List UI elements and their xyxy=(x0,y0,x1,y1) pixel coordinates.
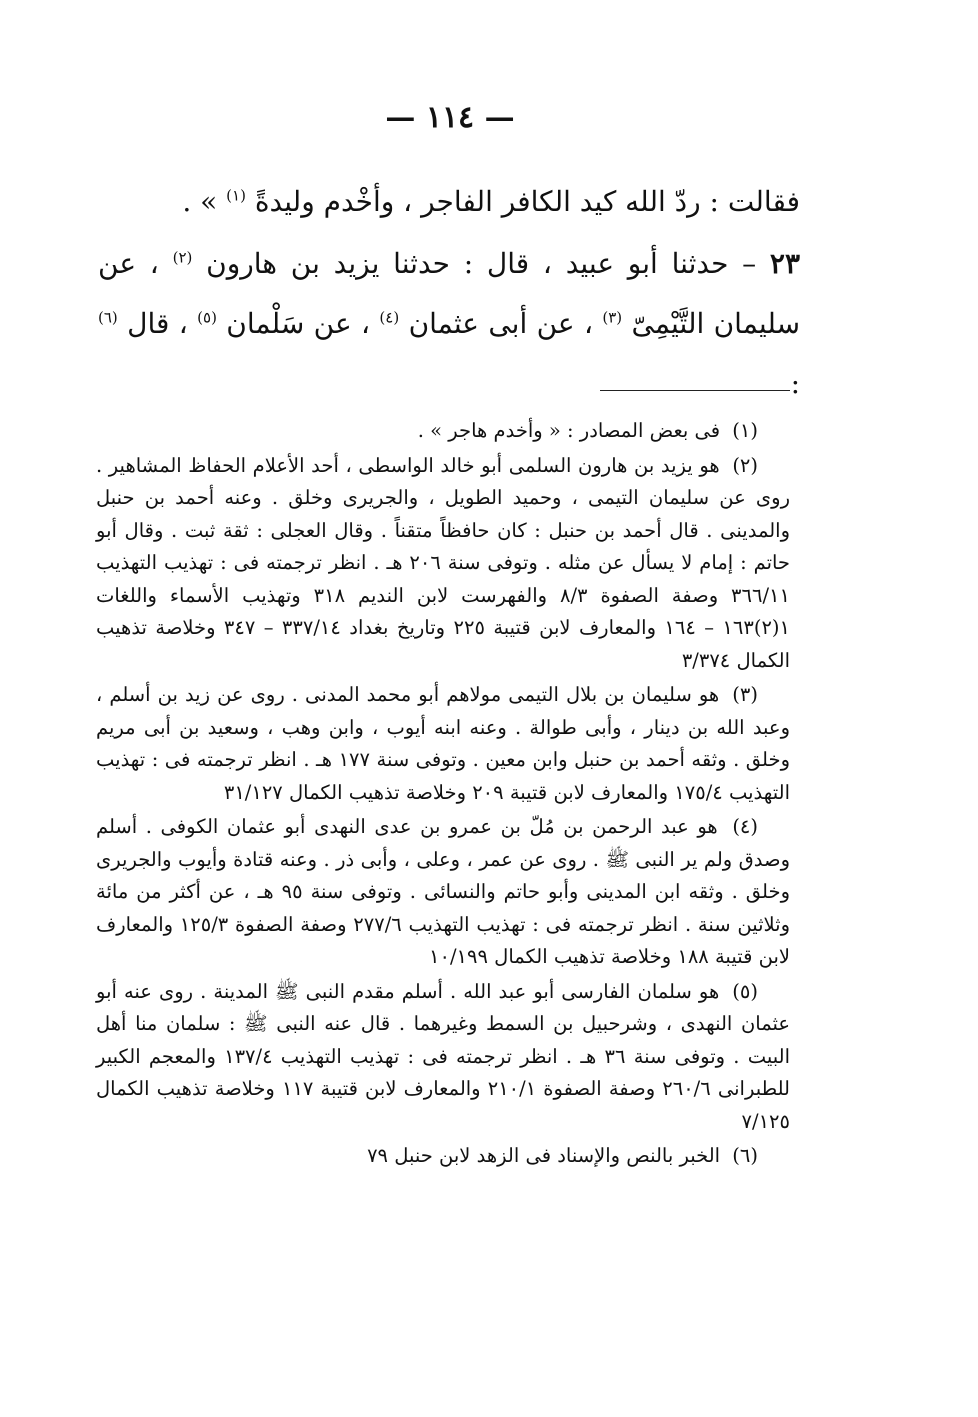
footnote-number: (٥) xyxy=(732,979,758,1003)
hadith-paragraph xyxy=(98,234,800,414)
footnote-ref-1: (١) xyxy=(226,186,246,205)
main-line-1 xyxy=(98,172,800,232)
footnote-1 xyxy=(96,415,790,448)
footnote-ref-2: (٢) xyxy=(172,248,193,267)
footnote-text: فى بعض المصادر : « وأخدم هاجر » . xyxy=(417,419,721,442)
footnote-6 xyxy=(96,1140,790,1173)
footnote-ref-4: (٤) xyxy=(379,308,400,327)
main-line-1-end: » . xyxy=(182,185,218,218)
footnote-separator xyxy=(600,390,790,391)
footnote-4 xyxy=(96,811,790,974)
hadith-segment-1: – حدثنا أبو عبيد ، قال : حدثنا يزيد بن هارون xyxy=(206,247,757,280)
footnotes xyxy=(96,415,790,1175)
hadith-number: ٢٣ xyxy=(769,247,800,280)
hadith-segment-5: ، قال xyxy=(127,307,188,340)
main-text xyxy=(98,172,800,414)
footnote-text: هو يزيد بن هارون السلمى أبو خالد الواسطى ، أحد الأعلام الحفاظ المشاهير . روى عن سليمان التيمى ، وحميد الطويل ، والجريرى وخلق . وعنه أحمد بن حنبل والمدينى . قال أحمد بن حنبل : كان حافظاً متقناً . وقال العجلى : ثقة ثبت . وقال أبو حاتم : إمام لا يسأل عن مثله . وتوفى سنة ٢٠٦ هـ . انظر ترجمته فى : تهذيب التهذيب ٣٦٦/١١ وصفة الصفوة ٨/٣ والفهرست لابن النديم ٣١٨ وتهذيب الأسماء واللغات ١(٢)١٦٣ – ١٦٤ والمعارف لابن قتيبة ٢٢٥ وتاريخ بغداد ٣٣٧/١٤ – ٣٤٧ وخلاصة تذهيب الكمال ٣/٣٧٤ xyxy=(96,453,791,672)
footnote-text: هو عبد الرحمن بن مُلّ بن عمرو بن عدى النهدى أبو عثمان الكوفى . أسلم وصدق ولم ير النبى ﷺ . روى عن عمر ، وعلى ، وأبى ذر . وعنه قتادة وأيوب والجريرى وخلق . وثقه ابن المدينى وأبو حاتم والنسائى . وتوفى سنة ٩٥ هـ ، عن أكثر من مائة وثلاثين سنة . انظر ترجمته فى : تهذيب التهذيب ٢٧٧/٦ وصفة الصفوة ١٢٥/٣ والمعارف لابن قتيبة ١٨٨ وخلاصة تذهيب الكمال ١٠/١٩٩ xyxy=(96,815,790,968)
hadith-segment-2: ، عن سليمان التَّيْمِىّ xyxy=(98,247,801,340)
page-number: — ١١٤ — xyxy=(385,100,515,135)
footnote-number: (١) xyxy=(732,419,758,442)
footnote-ref-3: (٣) xyxy=(602,308,623,327)
footnote-ref-6: (٦) xyxy=(98,308,118,327)
footnote-text: الخبر بالنص والإسناد فى الزهد لابن حنبل ٧٩ xyxy=(367,1144,721,1167)
footnote-5 xyxy=(96,976,790,1139)
hadith-segment-4: ، عن سَلْمان xyxy=(226,307,371,340)
footnote-2 xyxy=(96,450,790,678)
footnote-ref-5: (٥) xyxy=(197,308,217,327)
footnote-number: (٢) xyxy=(732,453,759,477)
footnote-3 xyxy=(96,679,790,809)
footnote-text: هو سليمان بن بلال التيمى مولاهم أبو محمد المدنى . روى عن زيد بن أسلم ، وعبد الله بن دينار ، وأبى طوالة . وعنه ابنه أيوب ، وابن وهب ، وسعيد بن أبى مريم وخلق . وثقه أحمد بن حنبل وابن معين . وتوفى سنة ١٧٧ هـ . انظر ترجمته فى : تهذيب التهذيب ١٧٥/٤ والمعارف لابن قتيبة ٢٠٩ وخلاصة تذهيب الكمال ٣١/١٢٧ xyxy=(96,683,790,804)
hadith-segment-3: ، عن أبى عثمان xyxy=(408,307,594,340)
main-line-1-text: فقالت : ردّ الله كيد الكافر الفاجر ، وأخْدم وليدةً xyxy=(254,185,800,218)
footnote-number: (٤) xyxy=(732,815,759,838)
footnote-number: (٦) xyxy=(732,1144,758,1167)
footnote-text: هو سلمان الفارسى أبو عبد الله . أسلم مقدم النبى ﷺ المدينة . روى عنه أبو عثمان النهدى ، وشرحبيل بن السمط وغيرهما . قال عنه النبى ﷺ : سلمان منا أهل البيت . وتوفى سنة ٣٦ هـ . انظر ترجمته فى : تهذيب التهذيب ١٣٧/٤ والمعجم الكبير للطبرانى ٢٦٠/٦ وصفة الصفوة ٢١٠/١ والمعارف لابن قتيبة ١١٧ وخلاصة تذهيب الكمال ٧/١٢٥ xyxy=(96,979,790,1133)
footnote-number: (٣) xyxy=(732,683,758,706)
hadith-segment-6: : xyxy=(790,367,800,400)
